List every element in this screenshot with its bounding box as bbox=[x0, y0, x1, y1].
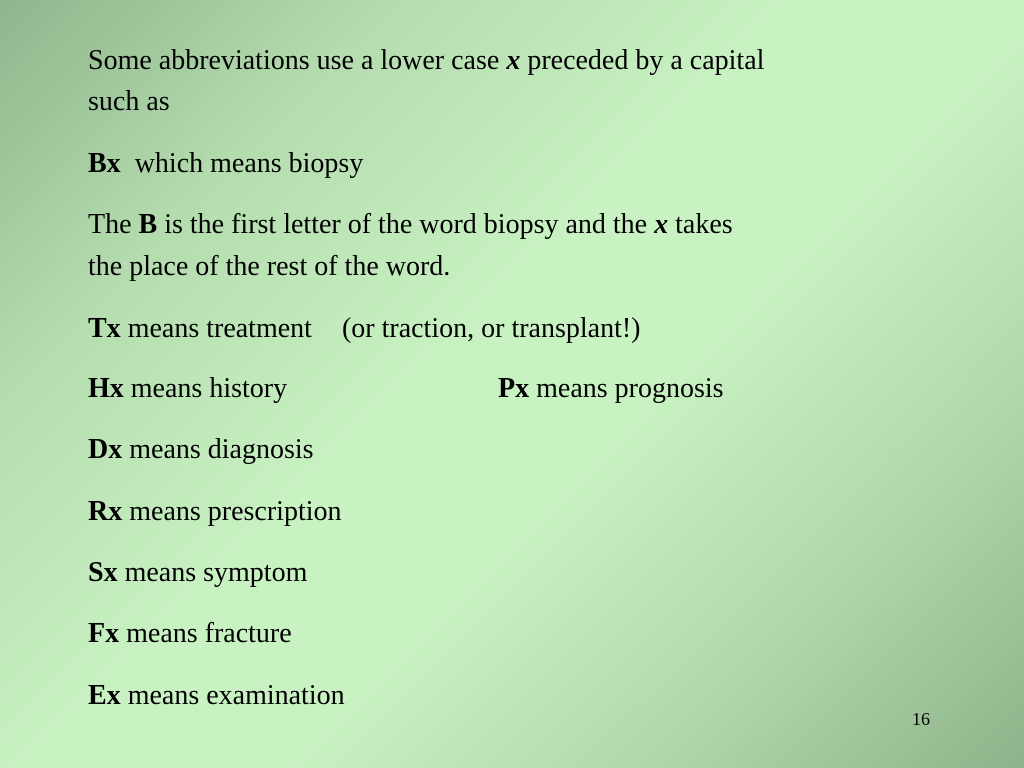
sx-line bbox=[88, 554, 307, 592]
dx-text: means diagnosis bbox=[122, 434, 314, 465]
explanation-text-mid: is the first letter of the word biopsy and the bbox=[157, 209, 655, 240]
explanation-b: B bbox=[138, 209, 158, 240]
hx-abbr: Hx bbox=[88, 373, 124, 404]
page-number: 16 bbox=[912, 709, 930, 729]
hx-px-line bbox=[88, 370, 848, 408]
rx-text: means prescription bbox=[122, 496, 342, 527]
intro-text: Some abbreviations use a lower case bbox=[88, 45, 507, 76]
sx-text: means symptom bbox=[117, 557, 308, 588]
fx-line bbox=[88, 615, 292, 653]
explanation-line-2: the place of the rest of the word. bbox=[88, 251, 451, 282]
intro-x: x bbox=[506, 45, 521, 76]
explanation-x: x bbox=[654, 209, 669, 240]
fx-text: means fracture bbox=[119, 618, 292, 649]
intro-line-1 bbox=[88, 42, 764, 80]
explanation-line-1 bbox=[88, 206, 733, 244]
tx-line bbox=[88, 310, 641, 348]
dx-abbr: Dx bbox=[88, 434, 123, 465]
tx-abbr: Tx bbox=[88, 313, 121, 344]
hx-text: means history bbox=[123, 373, 288, 404]
hx-term bbox=[88, 373, 287, 404]
rx-line bbox=[88, 493, 342, 531]
explanation-text-end: takes bbox=[668, 209, 733, 240]
px-abbr: Px bbox=[498, 373, 530, 404]
intro-text-end: preceded by a capital bbox=[520, 45, 765, 76]
rx-abbr: Rx bbox=[88, 496, 123, 527]
ex-line bbox=[88, 677, 345, 715]
px-text: means prognosis bbox=[529, 373, 724, 404]
intro-line-2: such as bbox=[88, 86, 170, 117]
tx-note: (or traction, or transplant!) bbox=[341, 313, 641, 344]
sx-abbr: Sx bbox=[88, 557, 118, 588]
dx-line bbox=[88, 431, 314, 469]
px-term bbox=[498, 370, 724, 408]
bx-line bbox=[88, 145, 363, 183]
tx-text: means treatment bbox=[120, 313, 312, 344]
bx-abbr: Bx bbox=[88, 148, 121, 179]
ex-text: means examination bbox=[120, 680, 345, 711]
ex-abbr: Ex bbox=[88, 680, 121, 711]
explanation-text: The bbox=[88, 209, 139, 240]
fx-abbr: Fx bbox=[88, 618, 120, 649]
bx-text: which means biopsy bbox=[120, 148, 364, 179]
